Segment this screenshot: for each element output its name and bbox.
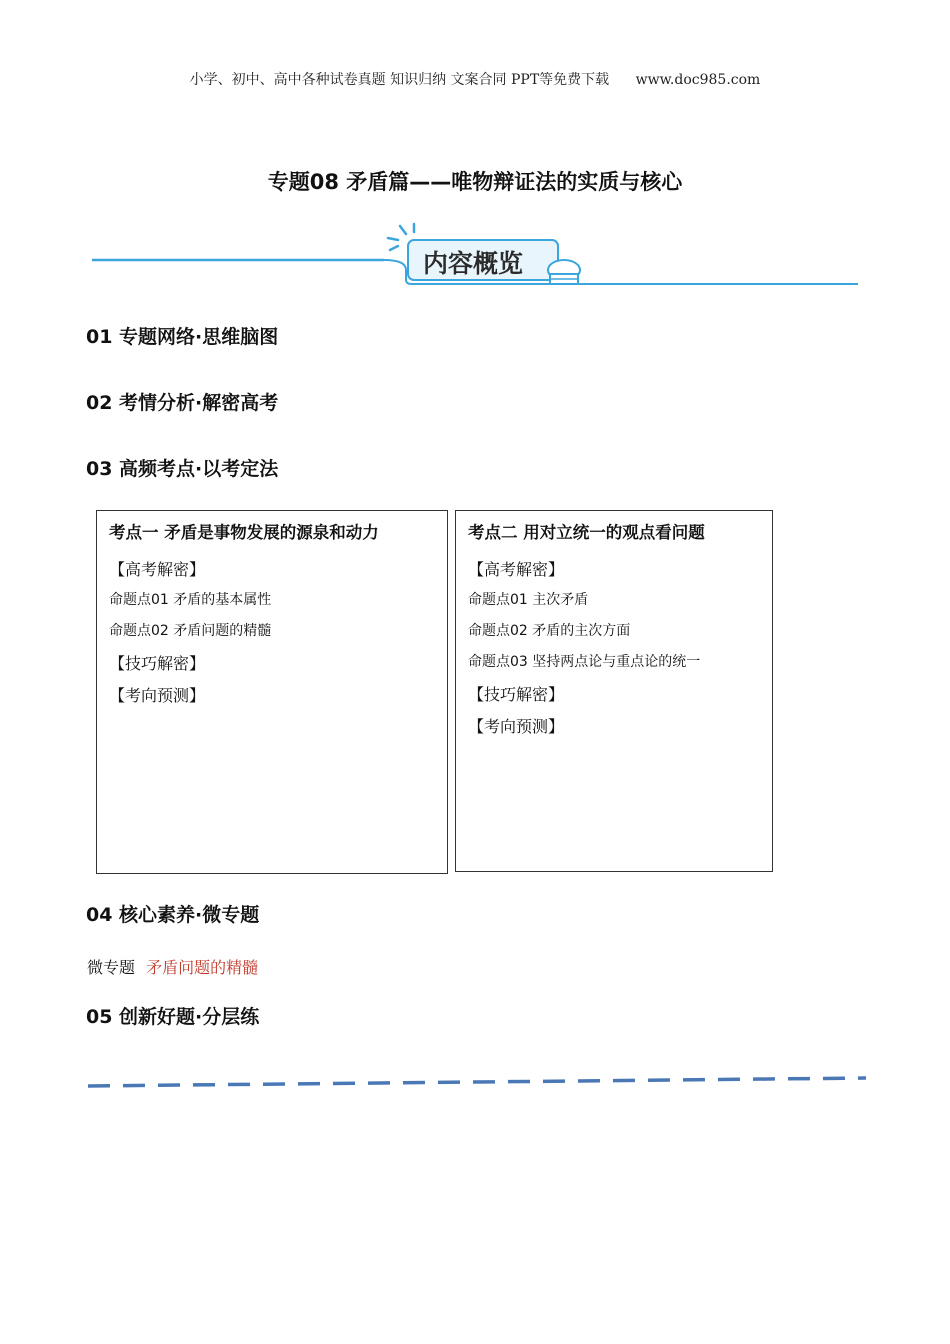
- box1-bracket-forecast: 【考向预测】: [109, 686, 206, 705]
- box2-item-2: 命题点02 矛盾的主次方面: [468, 623, 631, 639]
- page-title: 专题08 矛盾篇——唯物辩证法的实质与核心: [267, 170, 683, 194]
- micro-prefix: 微专题: [87, 958, 136, 977]
- section-01: 01 专题网络·思维脑图: [86, 326, 279, 348]
- header-text: 小学、初中、高中各种试卷真题 知识归纳 文案合同 PPT等免费下载: [189, 72, 610, 88]
- box2-title: 考点二 用对立统一的观点看问题: [468, 523, 705, 542]
- overview-banner: [88, 222, 863, 292]
- box2-bracket-skill: 【技巧解密】: [468, 685, 565, 704]
- box1-item-2: 命题点02 矛盾问题的精髓: [109, 623, 272, 639]
- topic-box-2: [455, 510, 773, 872]
- box1-item-1: 命题点01 矛盾的基本属性: [109, 592, 272, 608]
- header-site: www.doc985.com: [635, 72, 761, 88]
- box1-title: 考点一 矛盾是事物发展的源泉和动力: [109, 523, 379, 542]
- topic-box-1: [96, 510, 448, 874]
- box2-bracket-forecast: 【考向预测】: [468, 717, 565, 736]
- box1-bracket-skill: 【技巧解密】: [109, 654, 206, 673]
- section-03: 03 高频考点·以考定法: [86, 458, 279, 480]
- section-04: 04 核心素养·微专题: [86, 904, 260, 926]
- box1-bracket-gaokao: 【高考解密】: [109, 560, 206, 579]
- banner-label: 内容概览: [423, 249, 524, 278]
- dashed-divider: [86, 1068, 868, 1092]
- chef-hat-icon: [548, 260, 580, 284]
- section-05: 05 创新好题·分层练: [86, 1006, 260, 1028]
- box2-item-3: 命题点03 坚持两点论与重点论的统一: [468, 654, 701, 670]
- micro-topic-line: [87, 955, 258, 978]
- box2-bracket-gaokao: 【高考解密】: [468, 560, 565, 579]
- section-02: 02 考情分析·解密高考: [86, 392, 279, 414]
- box2-item-1: 命题点01 主次矛盾: [468, 592, 589, 608]
- page-header: [0, 69, 950, 89]
- micro-topic: 矛盾问题的精髓: [146, 958, 259, 977]
